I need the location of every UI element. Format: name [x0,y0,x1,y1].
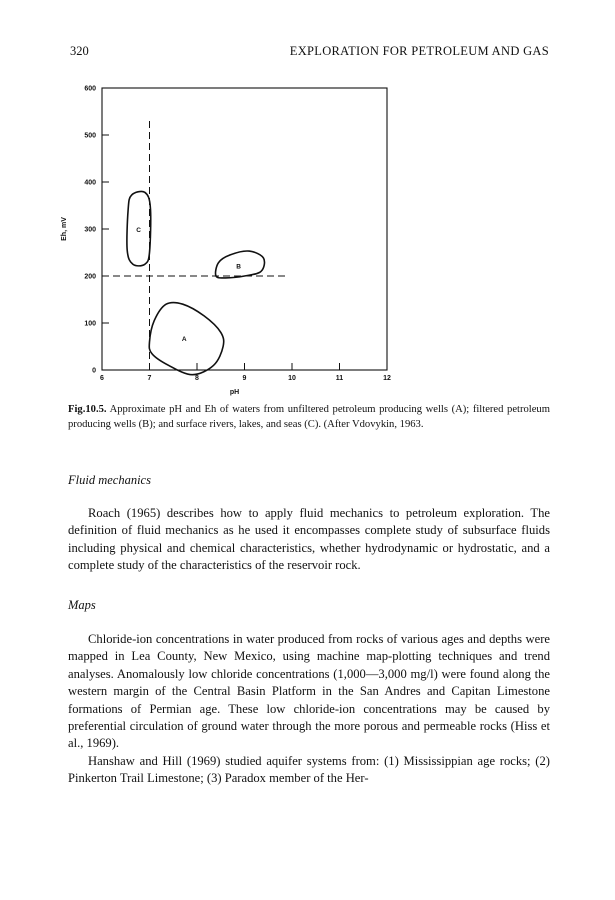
region-b-label: B [236,263,241,271]
y-axis-label: Eh, mV [61,217,68,241]
y-tick-label: 500 [84,132,96,140]
x-tick-label: 7 [147,375,152,382]
x-tick-label: 10 [288,375,296,382]
plot-frame [102,88,387,370]
figure-caption [68,402,550,432]
page-number: 320 [70,44,89,58]
running-title: EXPLORATION FOR PETROLEUM AND GAS [289,44,549,58]
region-c-label: C [136,227,141,235]
region-a-label: A [181,336,187,344]
x-axis-label: pH [229,389,240,396]
paragraph-maps-hanshaw: Hanshaw and Hill (1969) studied aquifer systems from: (1) Mississippian age rocks; (2) Pinkerton Trail Limestone; (3) Paradox member of the Her- [68,754,550,786]
x-tick-label: 6 [100,375,104,382]
x-tick-label: 12 [383,375,391,382]
eh-ph-chart [55,78,400,398]
x-tick-label: 9 [242,375,247,382]
x-tick-label: 11 [335,375,344,382]
y-tick-label: 600 [84,85,96,93]
caption-label: Fig.10.5. [68,404,107,415]
y-tick-label: 400 [84,179,96,187]
paragraph-maps-chloride: Chloride-ion concentrations in water produced from rocks of various ages and depths were mapped in Lea County, New Mexico, using machine map-plotting techniques and trend analyses. Anomalously low chloride concentrations (1,000—3,000 mg/l) were found along the western margin of the Central Basin Platform in the San Andres and Capitan Limestone formations of Permian age. These low chloride-ion concentrations may be caused by preferential circulation of ground water through the more porous and permeable rocks (Hiss et al., 1969). [68,632,550,751]
y-tick-label: 100 [84,320,96,328]
section-heading-fluid-mechanics: Fluid mechanics [68,473,151,487]
caption-text: Approximate pH and Eh of waters from unfiltered petroleum producing wells (A); filtered petroleum producing wells (B); and surface rivers, lakes, and seas (C). (After Vdovykin, 1963. [68,404,550,430]
figure-eh-ph-chart [55,78,400,398]
paragraph-fluid-mechanics: Roach (1965) describes how to apply fluid mechanics to petroleum exploration. The definition of fluid mechanics as he used it encompasses complete study of subsurface fluids including physical and chemical characteristics, whether hydrodynamic or hydrostatic, and a complete study of the characteristics of the reservoir rock. [68,506,550,573]
x-tick-label: 8 [195,375,199,382]
section-heading-maps: Maps [68,598,96,612]
y-tick-label: 0 [92,367,96,375]
y-tick-label: 200 [84,273,96,281]
y-tick-label: 300 [84,226,96,234]
